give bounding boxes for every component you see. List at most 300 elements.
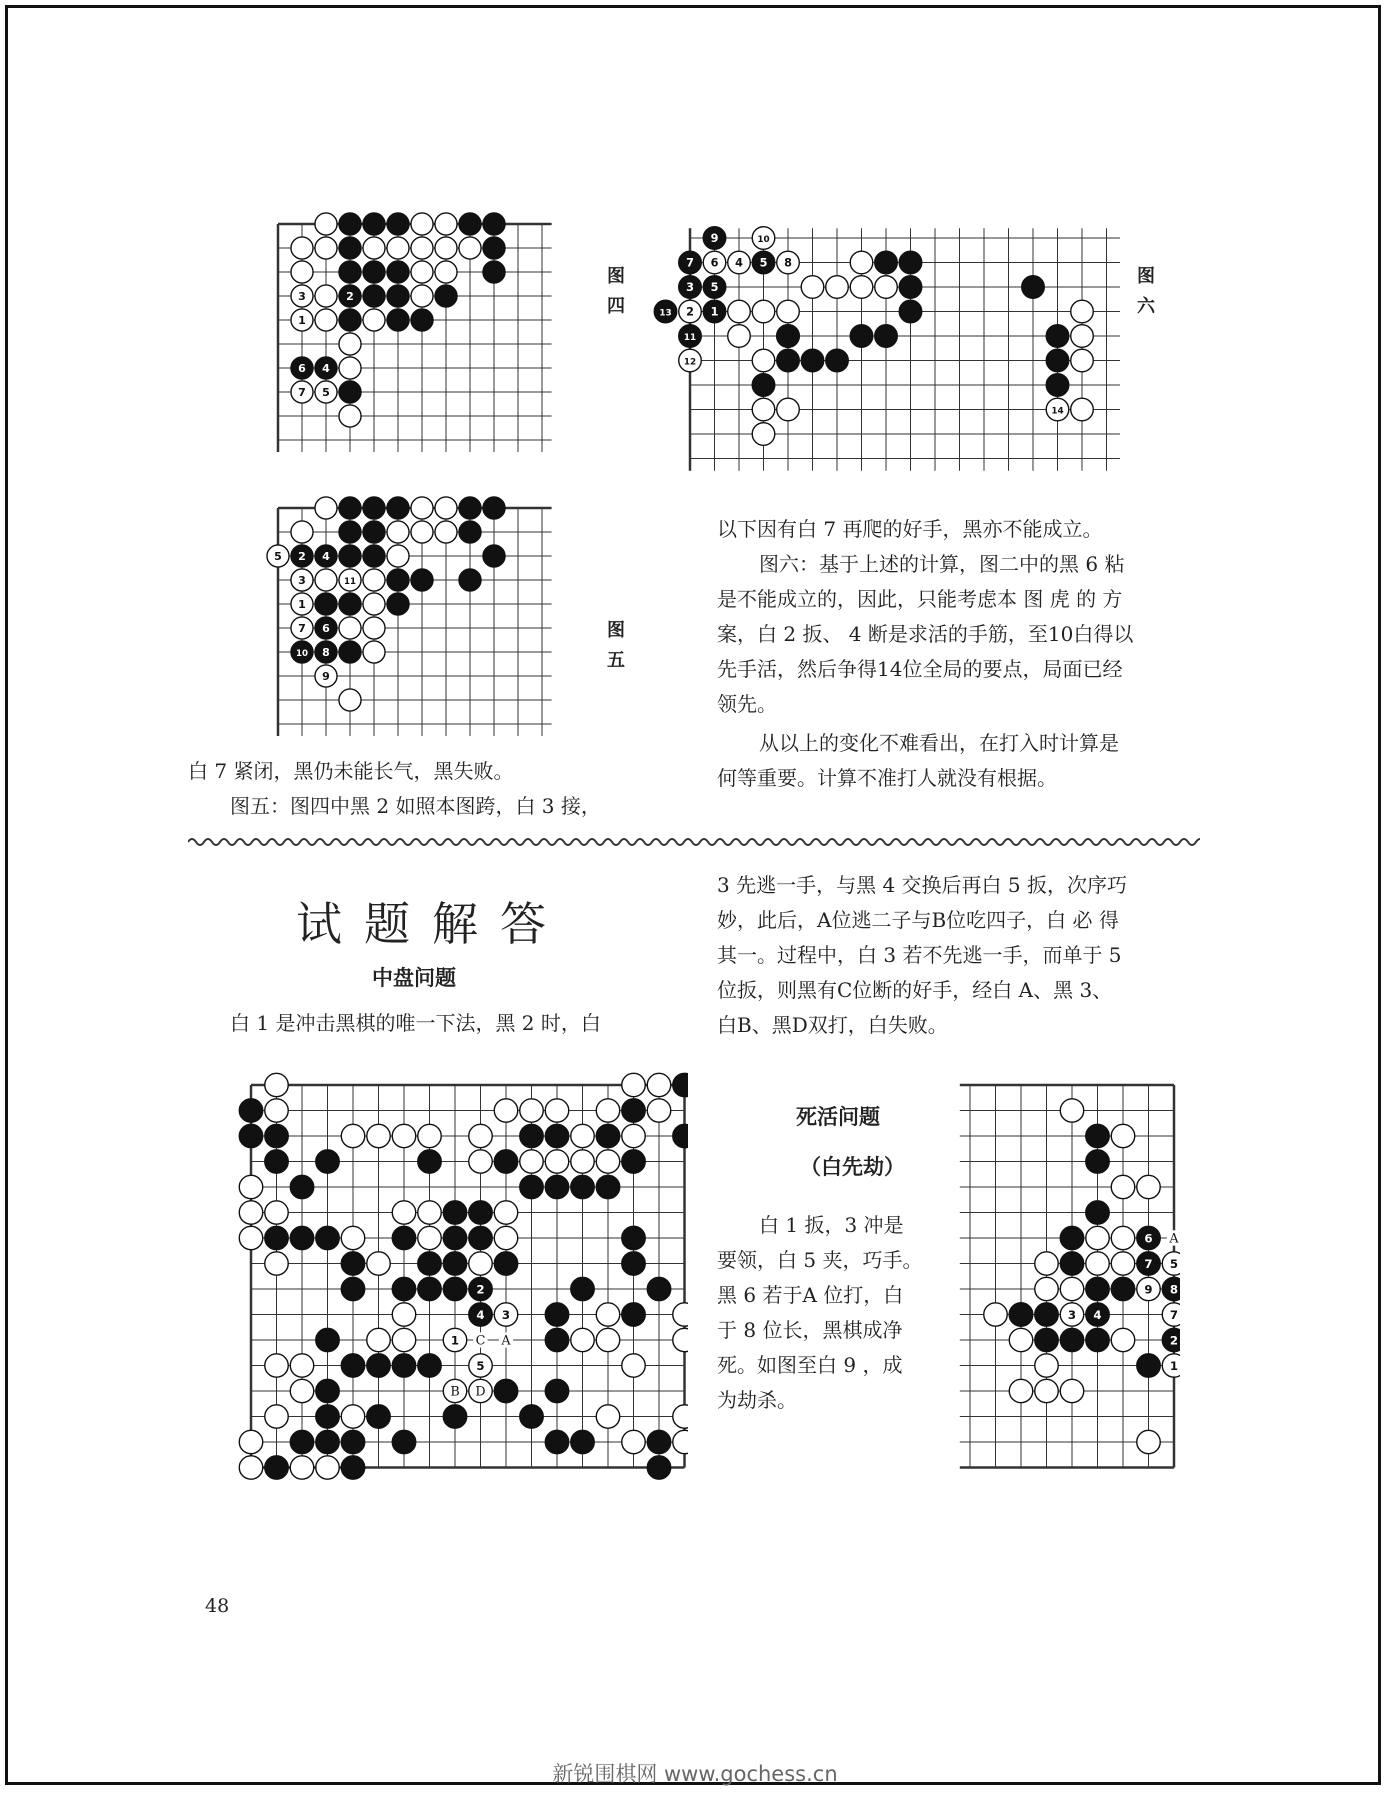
white-stone	[850, 251, 873, 274]
black-stone	[622, 1226, 645, 1249]
move-number: 1	[298, 314, 306, 328]
board-grid	[251, 1085, 685, 1468]
white-stone	[392, 1328, 415, 1351]
white-stone	[411, 237, 433, 259]
move-number: 12	[683, 357, 697, 368]
white-stone	[984, 1303, 1007, 1326]
fig4-label-text: 图四	[604, 266, 625, 326]
black-stone	[418, 1354, 441, 1377]
black-stone	[290, 1430, 313, 1453]
black-stone	[647, 1456, 670, 1479]
board-letter-label: B	[450, 1384, 460, 1400]
text-line: 位扳，则黑有C位断的好手，经白 A、黑 3、	[717, 978, 1113, 1002]
black-stone	[435, 285, 457, 307]
move-number: 7	[298, 386, 306, 400]
white-stone	[801, 276, 824, 299]
text-line: 白 7 紧闭，黑仍未能长气，黑失败。	[188, 759, 514, 783]
text-line: 案，白 2 扳、 4 断是求活的手筋，至10白得以	[717, 622, 1134, 646]
black-stone	[875, 325, 898, 348]
white-stone	[1111, 1226, 1134, 1249]
white-stone	[291, 521, 313, 543]
white-stone	[1071, 349, 1094, 372]
move-number: 5	[476, 1358, 485, 1373]
text-line: 妙，此后，A位逃二子与B位吃四子，白 必 得	[717, 908, 1119, 932]
text-line: 以下因有白 7 再爬的好手，黑亦不能成立。	[717, 517, 1103, 541]
white-stone	[387, 521, 409, 543]
white-stone	[1071, 300, 1094, 323]
text-line: 图五：图四中黑 2 如照本图跨，白 3 接，	[230, 794, 601, 818]
white-stone	[265, 1201, 288, 1224]
white-stone	[290, 1354, 313, 1377]
white-stone	[290, 1456, 313, 1479]
white-stone	[1111, 1252, 1134, 1275]
move-number: 8	[784, 256, 792, 270]
top-left-text	[188, 754, 668, 824]
move-number: 3	[686, 281, 694, 295]
white-stone	[265, 1354, 288, 1377]
white-stone	[1086, 1252, 1109, 1275]
white-stone	[339, 405, 361, 427]
white-stone	[1009, 1328, 1032, 1351]
black-stone	[339, 521, 361, 543]
white-stone	[622, 1354, 645, 1377]
white-stone	[545, 1099, 568, 1122]
board-grid	[960, 1085, 1174, 1468]
white-stone	[673, 1328, 688, 1351]
white-stone	[596, 1303, 619, 1326]
move-number: 1	[450, 1333, 460, 1348]
black-stone	[545, 1328, 568, 1351]
life-death-subheading: （白先劫）	[800, 1155, 905, 1179]
white-stone	[1060, 1277, 1083, 1300]
white-stone	[265, 1405, 288, 1428]
black-stone	[622, 1252, 645, 1275]
move-number: 7	[1169, 1307, 1179, 1322]
black-stone	[1086, 1277, 1109, 1300]
go-board-life-death	[958, 1060, 1180, 1522]
text-line: 从以上的变化不难看出，在打入时计算是	[759, 731, 1119, 755]
black-stone	[571, 1175, 594, 1198]
white-stone	[315, 497, 337, 519]
white-stone	[339, 617, 361, 639]
white-stone	[469, 1150, 492, 1173]
move-number: 14	[1051, 406, 1064, 417]
black-stone	[571, 1430, 594, 1453]
move-number: 3	[298, 290, 306, 304]
move-number: 1	[710, 305, 719, 319]
black-stone	[387, 213, 409, 235]
white-stone	[1137, 1175, 1160, 1198]
move-number: 10	[295, 649, 309, 660]
black-stone	[1046, 325, 1069, 348]
white-stone	[341, 1405, 364, 1428]
black-stone	[411, 569, 433, 591]
white-stone	[1111, 1328, 1134, 1351]
text-line: 其一。过程中，白 3 若不先逃一手，而单于 5	[717, 943, 1122, 967]
white-stone	[367, 1252, 390, 1275]
black-stone	[673, 1073, 688, 1096]
black-stone	[826, 349, 849, 372]
black-stone	[265, 1226, 288, 1249]
white-stone	[1060, 1099, 1083, 1122]
black-stone	[443, 1226, 466, 1249]
black-stone	[339, 261, 361, 283]
move-number: 2	[298, 550, 306, 564]
white-stone	[1009, 1379, 1032, 1402]
move-number: 9	[322, 670, 330, 684]
black-stone	[483, 213, 505, 235]
black-stone	[265, 1124, 288, 1147]
black-stone	[545, 1379, 568, 1402]
white-stone	[392, 1124, 415, 1147]
white-stone	[363, 617, 385, 639]
board-letter-label: A	[1169, 1231, 1179, 1247]
black-stone	[459, 521, 481, 543]
move-number: 2	[476, 1282, 485, 1297]
white-stone	[435, 497, 457, 519]
black-stone	[443, 1201, 466, 1224]
move-number: 6	[298, 362, 306, 376]
black-stone	[483, 545, 505, 567]
black-stone	[483, 237, 505, 259]
white-stone	[494, 1099, 517, 1122]
move-number: 2	[346, 290, 354, 304]
black-stone	[494, 1150, 517, 1173]
black-stone	[545, 1430, 568, 1453]
board-letter-label: D	[475, 1384, 486, 1400]
move-number: 5	[274, 550, 282, 564]
black-stone	[647, 1277, 670, 1300]
white-stone	[339, 333, 361, 355]
white-stone	[339, 689, 361, 711]
white-stone	[1137, 1430, 1160, 1453]
black-stone	[339, 545, 361, 567]
fig6-label-text: 图六	[1134, 266, 1155, 326]
black-stone	[1086, 1328, 1109, 1351]
white-stone	[239, 1201, 262, 1224]
white-stone	[367, 1124, 390, 1147]
black-stone	[1022, 276, 1045, 299]
life-death-heading: 死活问题	[796, 1105, 880, 1129]
move-number: 2	[1169, 1333, 1179, 1348]
move-number: 5	[710, 281, 719, 295]
white-stone	[752, 300, 775, 323]
white-stone	[826, 276, 849, 299]
white-stone	[435, 261, 457, 283]
white-stone	[1111, 1175, 1134, 1198]
white-stone	[411, 521, 433, 543]
black-stone	[290, 1226, 313, 1249]
black-stone	[777, 325, 800, 348]
black-stone	[418, 1252, 441, 1275]
move-number: 2	[686, 305, 694, 319]
black-stone	[367, 1354, 390, 1377]
black-stone	[1111, 1277, 1134, 1300]
text-line: 为劫杀。	[717, 1388, 797, 1412]
black-stone	[1009, 1303, 1032, 1326]
move-number: 13	[659, 308, 672, 319]
white-stone	[316, 1456, 339, 1479]
black-stone	[622, 1150, 645, 1173]
black-stone	[752, 374, 775, 397]
move-number: 9	[1144, 1282, 1153, 1297]
go-board-fig6	[650, 225, 1120, 481]
black-stone	[520, 1124, 543, 1147]
white-stone	[571, 1150, 594, 1173]
black-stone	[341, 1354, 364, 1377]
black-stone	[443, 1252, 466, 1275]
text-line: 领先。	[717, 692, 777, 716]
white-stone	[363, 569, 385, 591]
move-number: 1	[298, 598, 306, 612]
move-number: 3	[1067, 1307, 1077, 1322]
text-line: 3 先逃一手，与黑 4 交换后再白 5 扳，次序巧	[717, 873, 1127, 897]
black-stone	[387, 285, 409, 307]
white-stone	[1035, 1354, 1058, 1377]
white-stone	[392, 1201, 415, 1224]
black-stone	[850, 325, 873, 348]
move-number: 4	[476, 1307, 485, 1322]
white-stone	[596, 1328, 619, 1351]
white-stone	[494, 1226, 517, 1249]
black-stone	[363, 285, 385, 307]
text-line: 死。如图至白 9 ，成	[717, 1353, 903, 1377]
black-stone	[520, 1175, 543, 1198]
black-stone	[341, 1252, 364, 1275]
black-stone	[411, 309, 433, 331]
black-stone	[418, 1150, 441, 1173]
black-stone	[1046, 349, 1069, 372]
move-number: 4	[735, 256, 743, 270]
white-stone	[291, 237, 313, 259]
white-stone	[728, 300, 751, 323]
white-stone	[777, 398, 800, 421]
black-stone	[494, 1252, 517, 1275]
black-stone	[387, 261, 409, 283]
white-stone	[673, 1303, 688, 1326]
white-stone	[418, 1226, 441, 1249]
section-title: 试题解答	[296, 897, 568, 951]
white-stone	[315, 569, 337, 591]
white-stone	[418, 1124, 441, 1147]
white-stone	[418, 1201, 441, 1224]
black-stone	[801, 349, 824, 372]
white-stone	[411, 213, 433, 235]
black-stone	[339, 237, 361, 259]
move-number: 7	[686, 256, 694, 270]
white-stone	[387, 545, 409, 567]
white-stone	[1035, 1252, 1058, 1275]
white-stone	[622, 1430, 645, 1453]
text-line: 是不能成立的，因此，只能考虑本 图 虎 的 方	[717, 587, 1123, 611]
black-stone	[316, 1226, 339, 1249]
black-stone	[1060, 1252, 1083, 1275]
white-stone	[315, 285, 337, 307]
white-stone	[411, 285, 433, 307]
fig5-label-text: 图五	[604, 620, 625, 680]
black-stone	[459, 213, 481, 235]
white-stone	[367, 1328, 390, 1351]
go-board-middle-game	[226, 1060, 688, 1522]
black-stone	[469, 1226, 492, 1249]
section-right-text	[717, 868, 1207, 1043]
black-stone	[290, 1175, 313, 1198]
black-stone	[1086, 1124, 1109, 1147]
go-board-fig4	[248, 196, 570, 468]
black-stone	[363, 545, 385, 567]
white-stone	[875, 276, 898, 299]
white-stone	[411, 261, 433, 283]
life-death-text	[717, 1208, 947, 1418]
black-stone	[647, 1430, 670, 1453]
black-stone	[392, 1430, 415, 1453]
move-number: 7	[298, 622, 306, 636]
white-stone	[239, 1430, 262, 1453]
white-stone	[291, 261, 313, 283]
board-letter-label: A	[501, 1333, 511, 1349]
white-stone	[239, 1175, 262, 1198]
white-stone	[752, 423, 775, 446]
black-stone	[1060, 1226, 1083, 1249]
move-number: 1	[1169, 1358, 1179, 1373]
black-stone	[545, 1124, 568, 1147]
black-stone	[899, 300, 922, 323]
white-stone	[315, 213, 337, 235]
white-stone	[520, 1099, 543, 1122]
black-stone	[622, 1303, 645, 1326]
black-stone	[339, 309, 361, 331]
text-line: 要领，白 5 夹，巧手。	[717, 1248, 923, 1272]
black-stone	[265, 1456, 288, 1479]
black-stone	[443, 1405, 466, 1428]
black-stone	[392, 1277, 415, 1300]
black-stone	[265, 1150, 288, 1173]
black-stone	[469, 1201, 492, 1224]
white-stone	[777, 300, 800, 323]
black-stone	[673, 1124, 688, 1147]
white-stone	[752, 349, 775, 372]
text-line: 白B、黑D双打，白失败。	[717, 1013, 948, 1037]
move-number: 3	[298, 574, 306, 588]
black-stone	[1137, 1354, 1160, 1377]
move-number: 10	[757, 235, 770, 246]
move-number: 11	[683, 333, 697, 344]
black-stone	[367, 1405, 390, 1428]
white-stone	[339, 357, 361, 379]
white-stone	[363, 593, 385, 615]
white-stone	[545, 1150, 568, 1173]
white-stone	[363, 309, 385, 331]
black-stone	[571, 1277, 594, 1300]
black-stone	[316, 1379, 339, 1402]
black-stone	[316, 1150, 339, 1173]
white-stone	[1060, 1379, 1083, 1402]
text-line: 于 8 位长，黑棋成净	[717, 1318, 903, 1342]
move-number: 5	[1169, 1256, 1179, 1271]
white-stone	[469, 1252, 492, 1275]
move-number: 6	[322, 622, 330, 636]
white-stone	[850, 276, 873, 299]
black-stone	[387, 497, 409, 519]
white-stone	[1086, 1226, 1109, 1249]
top-right-text	[717, 512, 1207, 796]
move-number: 6	[710, 256, 719, 270]
white-stone	[459, 237, 481, 259]
black-stone	[596, 1124, 619, 1147]
black-stone	[459, 569, 481, 591]
middle-game-heading: 中盘问题	[372, 966, 456, 990]
board-letter-label: C	[475, 1333, 486, 1349]
text-line: 何等重要。计算不准打人就没有根据。	[717, 766, 1057, 790]
white-stone	[673, 1430, 688, 1453]
white-stone	[315, 237, 337, 259]
white-stone	[363, 641, 385, 663]
white-stone	[363, 237, 385, 259]
text-line: 先手活，然后争得14位全局的要点，局面已经	[717, 657, 1123, 681]
white-stone	[673, 1405, 688, 1428]
black-stone	[1035, 1328, 1058, 1351]
black-stone	[341, 1456, 364, 1479]
move-number: 7	[1144, 1256, 1153, 1271]
white-stone	[571, 1328, 594, 1351]
black-stone	[387, 309, 409, 331]
text-line: 黑 6 若于A 位打，白	[717, 1283, 904, 1307]
black-stone	[1060, 1328, 1083, 1351]
white-stone	[622, 1124, 645, 1147]
wavy-divider	[188, 836, 1200, 848]
black-stone	[387, 569, 409, 591]
black-stone	[596, 1175, 619, 1198]
white-stone	[596, 1099, 619, 1122]
page-number: 48	[205, 1595, 230, 1617]
black-stone	[443, 1277, 466, 1300]
fig4-label	[601, 266, 623, 334]
fig5-label	[601, 620, 623, 688]
black-stone	[387, 593, 409, 615]
black-stone	[363, 213, 385, 235]
black-stone	[315, 593, 337, 615]
black-stone	[341, 1430, 364, 1453]
white-stone	[239, 1456, 262, 1479]
go-board-fig5	[248, 482, 570, 740]
middle-intro	[188, 1006, 668, 1041]
black-stone	[363, 261, 385, 283]
white-stone	[520, 1150, 543, 1173]
black-stone	[341, 1277, 364, 1300]
move-number: 3	[501, 1307, 511, 1322]
white-stone	[494, 1201, 517, 1224]
black-stone	[339, 641, 361, 663]
white-stone	[1035, 1277, 1058, 1300]
black-stone	[316, 1430, 339, 1453]
black-stone	[1046, 374, 1069, 397]
white-stone	[728, 325, 751, 348]
black-stone	[339, 213, 361, 235]
black-stone	[483, 497, 505, 519]
black-stone	[1086, 1201, 1109, 1224]
black-stone	[459, 497, 481, 519]
site-footer: 新锐围棋网 www.gochess.cn	[552, 1762, 838, 1786]
white-stone	[265, 1099, 288, 1122]
move-number: 11	[343, 577, 357, 588]
white-stone	[1111, 1124, 1134, 1147]
white-stone	[435, 213, 457, 235]
fig6-label	[1131, 266, 1153, 334]
black-stone	[483, 261, 505, 283]
white-stone	[435, 237, 457, 259]
black-stone	[239, 1099, 262, 1122]
black-stone	[899, 276, 922, 299]
